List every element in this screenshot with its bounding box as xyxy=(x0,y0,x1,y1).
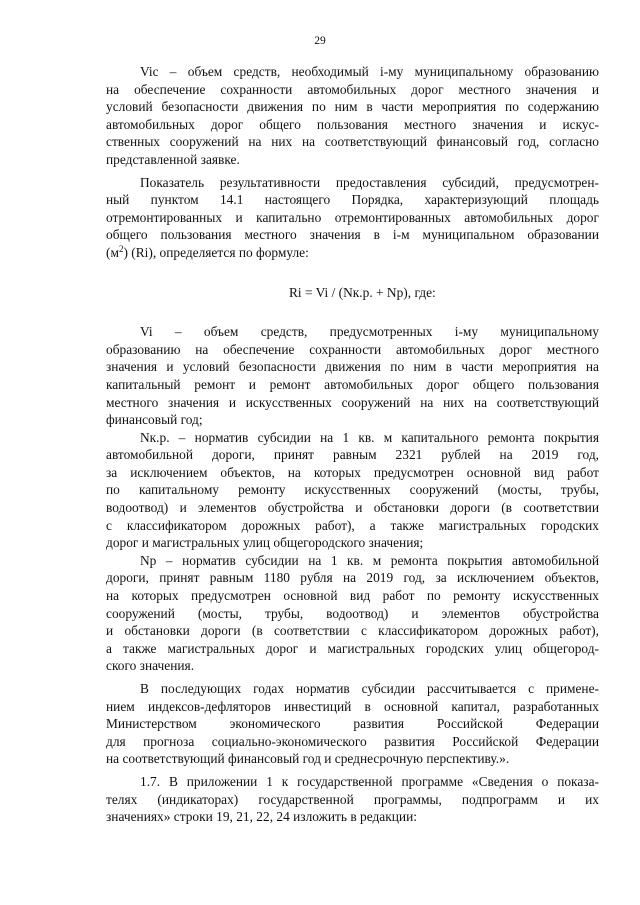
text-line: а также магистральных дорог и магистральных городских улиц общегород- xyxy=(106,640,599,656)
text-line: значениях» строки 19, 21, 22, 24 изложить в редакции: xyxy=(106,809,417,825)
page-number: 29 xyxy=(314,35,326,47)
text-line: автомобильной дороги, принят равным 2321 рублей на 2019 год, xyxy=(106,447,599,463)
text-line: автомобильных дорог общего пользования местного значения и искус- xyxy=(106,116,599,132)
text-line: и обстановки дороги (в соответствии с классификатором дорожных работ), xyxy=(106,623,599,639)
text-line: дорог и магистральных улиц общегородского значения; xyxy=(106,535,424,551)
unit-suffix: ) (Ri), определяется по формуле: xyxy=(123,244,309,260)
text-line: условий безопасности движения по ним в части мероприятия по содержанию xyxy=(106,99,599,115)
text-line: для прогноза социально-экономического развития Российской Федерации xyxy=(106,733,599,749)
formula: Ri = Vi / (Nк.р. + Np), где: xyxy=(289,284,436,300)
text-line: на соответствующий финансовый год и среднесрочную перспективу.». xyxy=(106,751,510,767)
unit-prefix: (м xyxy=(106,244,119,260)
text-line: местного значения и искусственных сооружений на них на соответствующий xyxy=(106,394,599,410)
unit-superscript: 2 xyxy=(118,243,124,254)
text-line: ственных сооружений на них на соответствующий финансовый год, согласно xyxy=(106,134,599,150)
paragraph-np-definition xyxy=(106,552,599,675)
text-line: нием индексов-дефляторов инвестиций в основной капитал, разработанных xyxy=(106,698,599,714)
text-line: Министерством экономического развития Российской Федерации xyxy=(106,716,599,732)
text-line: дороги, принят равным 1180 рубля на 2019 год, за исключением объектов, xyxy=(106,570,599,586)
text-line: капитальный ремонт и ремонт автомобильных дорог общего пользования xyxy=(106,376,599,392)
text-line: Vi – объем средств, предусмотренных i-му муниципальному xyxy=(140,324,599,340)
text-line: отремонтированных и капитально отремонтированных автомобильных дорог xyxy=(106,209,599,225)
text-line: Np – норматив субсидии на 1 кв. м ремонта покрытия автомобильной xyxy=(140,552,599,568)
text-line: на обеспечение сохранности автомобильных дорог местного значения и xyxy=(106,81,599,97)
paragraph-nkr-definition xyxy=(106,429,599,552)
text-line: В последующих годах норматив субсидии рассчитывается с примене- xyxy=(140,681,599,696)
paragraph-indicator-intro xyxy=(106,174,599,262)
paragraph-item-1-7 xyxy=(106,773,599,826)
text-line: ского значения. xyxy=(106,658,195,674)
body-text xyxy=(106,63,599,826)
paragraph-future-years xyxy=(106,680,599,768)
text-line: Vic – объем средств, необходимый i-му муниципальному образованию xyxy=(140,64,599,79)
text-line: общего пользования местного значения в i-м муниципальном образовании xyxy=(106,227,599,243)
text-line: финансовый год; xyxy=(106,412,203,428)
paragraph-vic-definition xyxy=(106,63,599,169)
text-line: значения и условий безопасности движения по ним в части мероприятия на xyxy=(106,359,599,375)
text-line: образованию на обеспечение сохранности автомобильных дорог местного xyxy=(106,341,599,357)
text-line: 1.7. В приложении 1 к государственной программе «Сведения о показа- xyxy=(140,773,599,789)
text-line: по капитальному ремонту искусственных сооружений (мосты, трубы, xyxy=(106,482,599,498)
text-line: ный пунктом 14.1 настоящего Порядка, характеризующий площадь xyxy=(106,192,599,208)
text-line: с классификатором дорожных работ), а также магистральных городских xyxy=(106,517,599,533)
text-line: на которых предусмотрен основной вид работ по ремонту искусственных xyxy=(106,588,599,604)
text-line: представленной заявке. xyxy=(106,151,240,167)
text-line: за исключением объектов, на которых предусмотрен основной вид работ xyxy=(106,464,599,480)
text-line-with-superscript xyxy=(106,244,599,262)
paragraph-vi-definition xyxy=(106,323,599,429)
text-line: Nк.р. – норматив субсидии на 1 кв. м капитального ремонта покрытия xyxy=(140,429,599,445)
text-line: телях (индикаторах) государственной программы, подпрограмм и их xyxy=(106,791,599,807)
text-line: сооружений (мосты, трубы, водоотвод) и элементов обустройства xyxy=(106,605,599,621)
text-line: водоотвод) и элементов обустройства и обстановки дороги (в соответствии xyxy=(106,500,599,516)
text-line: Показатель результативности предоставления субсидий, предусмотрен- xyxy=(140,174,599,190)
